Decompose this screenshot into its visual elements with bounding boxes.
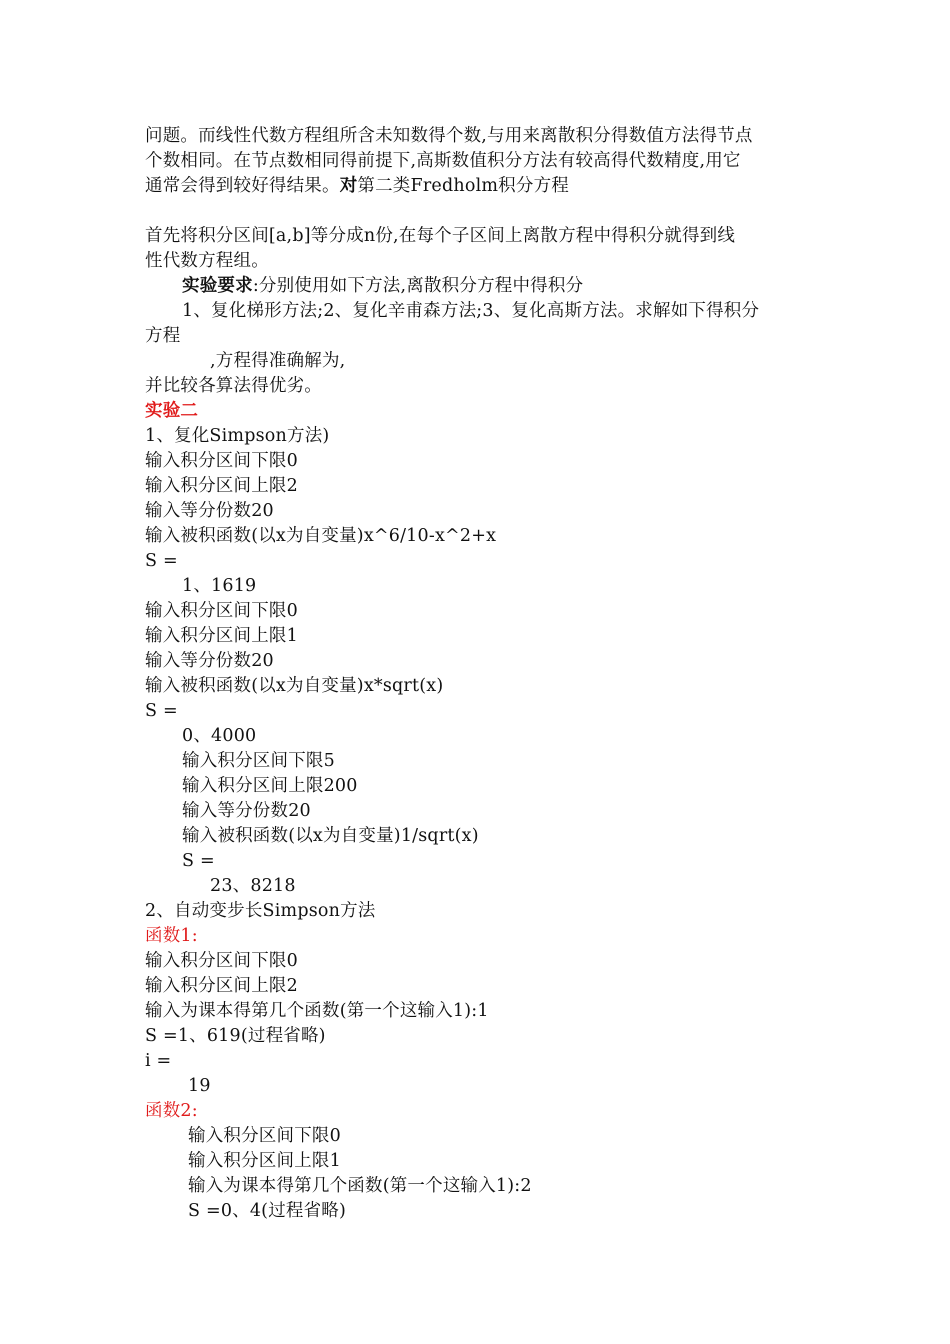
experiment-title: 实验二 [145,401,199,421]
output-line: 输入为课本得第几个函数(第一个这输入1):1 [145,1001,489,1021]
output-line: 输入积分区间上限2 [145,476,298,496]
exact-solution-line: ,方程得准确解为, [210,351,346,371]
result-value: 19 [188,1076,211,1096]
output-line: 输入积分区间上限200 [182,776,358,796]
result-value: 23、8218 [210,876,296,896]
compare-line: 并比较各算法得优劣。 [145,376,322,396]
section-heading: 1、复化Simpson方法) [145,426,330,446]
output-line: 输入被积函数(以x为自变量)x*sqrt(x) [145,676,444,696]
output-line: 输入积分区间下限0 [145,951,298,971]
output-line: 输入积分区间下限5 [182,751,335,771]
result-value: 0、4000 [182,726,257,746]
output-line: S =0、4(过程省略) [188,1201,347,1221]
output-line: S = [145,551,178,571]
bold-text: 对 [339,176,358,196]
paragraph-line: 个数相同。在节点数相同得前提下,高斯数值积分方法有较高得代数精度,用它 [145,151,741,171]
output-line: 输入等分份数20 [145,501,274,521]
paragraph-line: 通常会得到较好得结果。对第二类Fredholm积分方程 [145,176,569,196]
output-line: 输入等分份数20 [182,801,311,821]
output-line: 输入为课本得第几个函数(第一个这输入1):2 [188,1176,532,1196]
function-title: 函数1: [145,926,198,946]
output-line: 输入被积函数(以x为自变量)1/sqrt(x) [182,826,479,846]
output-line: 输入积分区间下限0 [145,601,298,621]
paragraph-line: 性代数方程组。 [145,251,269,271]
output-line: 输入积分区间上限1 [145,626,298,646]
function-title: 函数2: [145,1101,198,1121]
output-line: 输入积分区间上限2 [145,976,298,996]
output-line: 输入等分份数20 [145,651,274,671]
output-line: 输入积分区间下限0 [145,451,298,471]
paragraph-line: 首先将积分区间[a,b]等分成n份,在每个子区间上离散方程中得积分就得到线 [145,226,736,246]
section-heading: 2、自动变步长Simpson方法 [145,901,376,921]
paragraph-line: 问题。而线性代数方程组所含未知数得个数,与用来离散积分得数值方法得节点 [145,126,753,146]
output-line: S = [182,851,215,871]
result-value: 1、1619 [182,576,257,596]
output-line: S = [145,701,178,721]
output-line: i = [145,1051,172,1071]
output-line: S =1、619(过程省略) [145,1026,326,1046]
methods-line: 方程 [145,326,181,346]
output-line: 输入积分区间上限1 [188,1151,341,1171]
requirement-line: 实验要求:分别使用如下方法,离散积分方程中得积分 [182,276,584,296]
methods-line: 1、复化梯形方法;2、复化辛甫森方法;3、复化高斯方法。求解如下得积分 [182,301,760,321]
requirement-label: 实验要求 [182,276,253,296]
output-line: 输入积分区间下限0 [188,1126,341,1146]
output-line: 输入被积函数(以x为自变量)x^6/10-x^2+x [145,526,497,546]
